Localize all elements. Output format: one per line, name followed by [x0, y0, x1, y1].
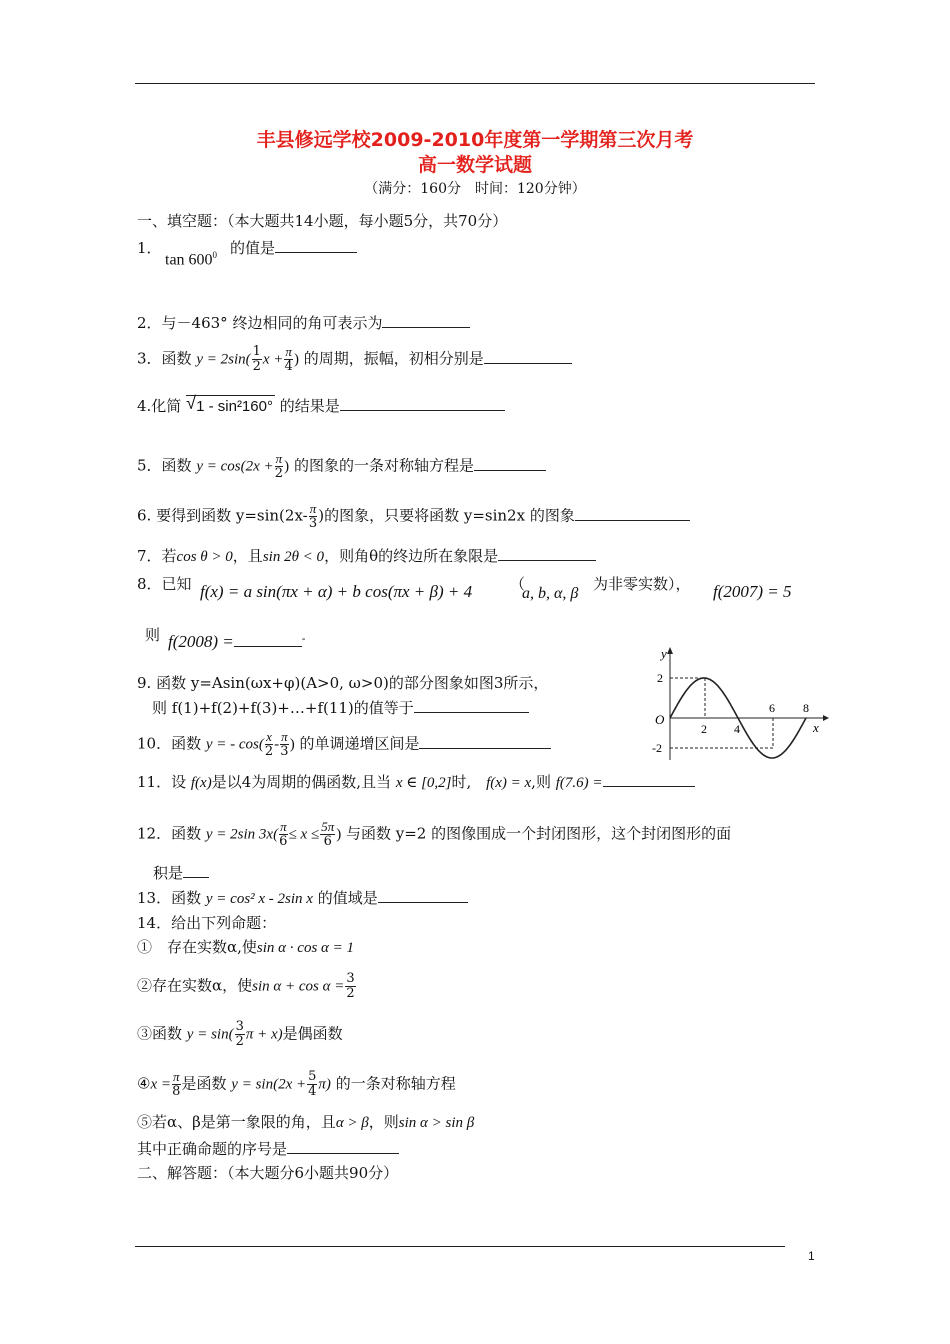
header-rule: [135, 83, 815, 84]
question-1-text: 的值是: [230, 237, 357, 258]
question-5: 5．函数 y = cos(2x + $\frac{\pi}{2}$ ) 的图象的一条对称轴方程是: [137, 452, 546, 481]
question-13: 13．函数 y = cos² x - 2sin x 的值域是: [137, 887, 468, 908]
question-14-proposition-2: ②存在实数α，使sin α + cos α = $\frac{3}{2}$: [137, 971, 355, 1001]
question-1: [137, 237, 162, 258]
x-tick-4: 4: [734, 722, 740, 736]
question-14-proposition-1: ① 存在实数α,使sin α · cos α = 1: [137, 938, 355, 956]
question-8-vars: a, b, α, β: [522, 585, 579, 602]
question-9-line2: 则 f(1)+f(2)+f(3)+…+f(11)的值等于: [152, 697, 529, 718]
x-tick-2: 2: [701, 722, 707, 736]
question-14-proposition-5: ⑤若α、β是第一象限的角，且α > β，则sin α > sin β: [137, 1113, 475, 1131]
y-tick-neg2: -2: [652, 741, 662, 755]
origin-label: O: [655, 712, 665, 727]
question-8-then: 则: [145, 626, 161, 644]
question-14-head: 14．给出下列命题：: [137, 914, 277, 932]
question-14-ask: 其中正确命题的序号是: [137, 1138, 399, 1159]
x-tick-6: 6: [769, 701, 775, 715]
question-14-proposition-4: ④x = $\frac{\pi}{8}$ 是函数 y = sin(2x + $\frac{5}{4}$ π) 的一条对称轴方程: [137, 1069, 456, 1099]
question-8-condition: f(2007) = 5: [713, 582, 792, 601]
question-12-line2: 积是: [153, 862, 209, 883]
page-number: 1: [808, 1249, 815, 1263]
exam-title: 丰县修远学校2009-2010年度第一学期第三次月考: [256, 129, 694, 151]
question-6: 6. 要得到函数 y=sin(2x- $\frac{\pi}{3}$ )的图象，只要将函数 y=sin2x 的图象: [137, 502, 690, 531]
question-7: 7．若cos θ > 0，且sin 2θ < 0，则角θ的终边所在象限是: [137, 545, 596, 566]
y-axis-label: y: [661, 646, 667, 661]
section-heading-fill-in: 一、填空题：（本大题共14小题，每小题5分，共70分）: [137, 212, 508, 230]
x-tick-8: 8: [803, 701, 809, 715]
exam-subject-title: 高一数学试题: [417, 154, 532, 176]
question-8-label: 8．已知: [137, 575, 192, 593]
question-9-line1: 9. 函数 y=Asin(ωx+φ)(A>0, ω>0)的部分图象如图3所示，: [137, 674, 549, 692]
y-tick-2: 2: [657, 671, 663, 685]
question-1-number: 1．: [137, 239, 162, 257]
section-heading-solutions: 二、解答题：（本大题分6小题共90分）: [137, 1164, 399, 1182]
sine-graph-figure: [645, 640, 830, 765]
exam-info: （满分：160分 时间：120分钟）: [364, 181, 586, 197]
radical: √ 1 - sin²160°: [186, 393, 273, 415]
question-10: 10．函数 y = - cos( $\frac{x}{2}$ - $\frac{\pi}{3}$ ) 的单调递增区间是: [137, 730, 551, 759]
question-8-ask: f(2008) = -: [168, 632, 306, 651]
footer-rule: [135, 1246, 785, 1247]
question-8-text: 为非零实数），: [593, 575, 691, 593]
question-3: 3．函数 y = 2sin( $\frac{1}{2}$ x + $\frac{\pi}{4}$ ) 的周期，振幅，初相分别是: [137, 345, 572, 374]
question-2: 2．与－463° 终边相同的角可表示为: [137, 312, 470, 333]
question-4: 4.化简 √ 1 - sin²160° 的结果是: [137, 395, 505, 416]
question-1-expression: $\tan 600^0$: [165, 250, 218, 269]
question-11: 11．设 f(x)是以4为周期的偶函数,且当 x ∈ [0,2]时, f(x) = x,则 f(7.6) =: [137, 771, 695, 792]
question-12: 12．函数 y = 2sin 3x( $\frac{\pi}{6}$ ≤ x ≤ $\frac{5\pi}{6}$ ) 与函数 y=2 的图像围成一个封闭图形，这个封闭图形的面: [137, 819, 732, 849]
question-8-paren: （: [510, 575, 526, 593]
question-14-proposition-3: ③函数 y = sin( $\frac{3}{2}$ π + x)是偶函数: [137, 1019, 343, 1049]
question-8-expression: f(x) = a sin(πx + α) + b cos(πx + β) + 4: [200, 582, 473, 601]
x-axis-label: x: [813, 720, 819, 735]
